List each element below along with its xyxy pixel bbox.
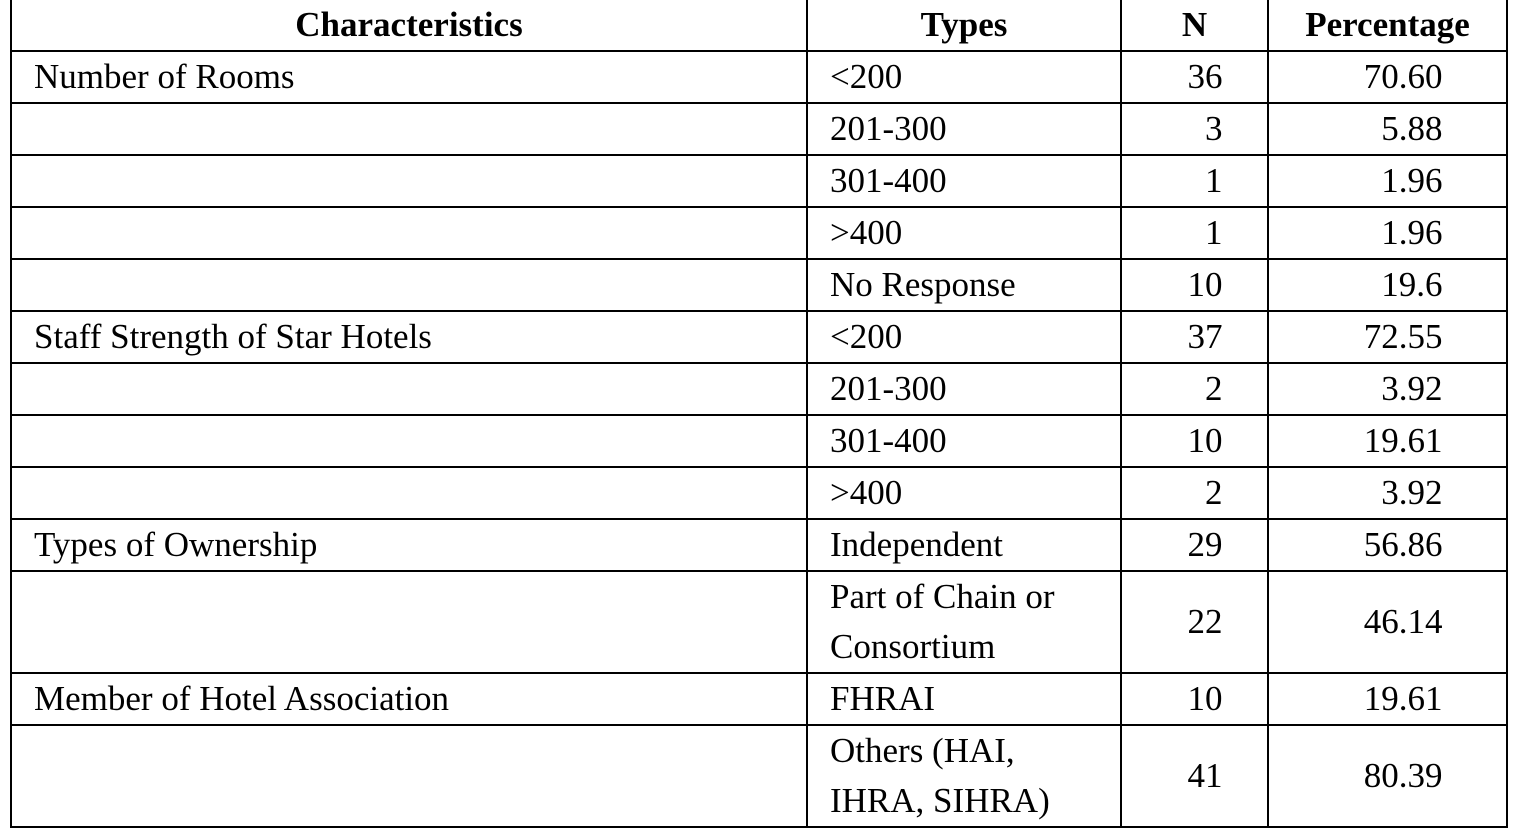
percentage-value: 72.55 <box>1363 317 1443 356</box>
table-row <box>11 155 1507 207</box>
type-cell <box>807 725 1121 827</box>
n-value: 2 <box>1205 369 1223 408</box>
n-cell <box>1121 259 1268 311</box>
n-cell <box>1121 725 1268 827</box>
type-cell: >400 <box>807 207 1121 259</box>
table-row <box>11 415 1507 467</box>
percentage-value: 3.92 <box>1381 369 1443 408</box>
table-row <box>11 519 1507 571</box>
characteristic-cell: Member of Hotel Association <box>11 673 807 725</box>
header-characteristics: Characteristics <box>11 0 807 51</box>
header-types: Types <box>807 0 1121 51</box>
characteristic-cell: Staff Strength of Star Hotels <box>11 311 807 363</box>
n-cell <box>1121 673 1268 725</box>
characteristic-cell <box>11 725 807 827</box>
type-cell: 301-400 <box>807 415 1121 467</box>
type-cell: 201-300 <box>807 103 1121 155</box>
table-row <box>11 363 1507 415</box>
percentage-value: 1.96 <box>1381 213 1443 252</box>
characteristic-cell <box>11 363 807 415</box>
type-cell: Independent <box>807 519 1121 571</box>
percentage-cell <box>1268 467 1507 519</box>
n-cell <box>1121 103 1268 155</box>
n-cell <box>1121 519 1268 571</box>
n-value: 36 <box>1187 57 1223 96</box>
n-cell <box>1121 51 1268 103</box>
n-cell <box>1121 155 1268 207</box>
characteristic-cell <box>11 207 807 259</box>
n-value: 1 <box>1205 213 1223 252</box>
percentage-value: 70.60 <box>1363 57 1443 96</box>
table-row <box>11 103 1507 155</box>
table-header-row <box>11 0 1507 51</box>
n-value: 41 <box>1187 756 1223 795</box>
n-value: 10 <box>1187 421 1223 460</box>
percentage-cell <box>1268 51 1507 103</box>
characteristic-cell <box>11 155 807 207</box>
table-row <box>11 259 1507 311</box>
characteristic-cell <box>11 259 807 311</box>
percentage-value: 19.61 <box>1363 421 1443 460</box>
type-line: IHRA, SIHRA) <box>830 781 1050 820</box>
n-value: 22 <box>1187 602 1223 641</box>
table-row <box>11 571 1507 673</box>
n-value: 29 <box>1187 525 1223 564</box>
table-row <box>11 311 1507 363</box>
n-cell <box>1121 415 1268 467</box>
n-value: 37 <box>1187 317 1223 356</box>
percentage-value: 1.96 <box>1381 161 1443 200</box>
type-cell: FHRAI <box>807 673 1121 725</box>
table-row <box>11 467 1507 519</box>
percentage-cell <box>1268 311 1507 363</box>
percentage-cell <box>1268 725 1507 827</box>
header-percentage: Percentage <box>1268 0 1507 51</box>
percentage-cell <box>1268 519 1507 571</box>
n-cell <box>1121 571 1268 673</box>
percentage-value: 19.61 <box>1363 679 1443 718</box>
percentage-value: 80.39 <box>1363 756 1443 795</box>
type-cell: <200 <box>807 311 1121 363</box>
characteristic-cell <box>11 467 807 519</box>
n-value: 2 <box>1205 473 1223 512</box>
percentage-cell <box>1268 571 1507 673</box>
table-row <box>11 673 1507 725</box>
percentage-cell <box>1268 259 1507 311</box>
characteristic-cell: Number of Rooms <box>11 51 807 103</box>
n-cell <box>1121 467 1268 519</box>
type-cell: <200 <box>807 51 1121 103</box>
type-line: Consortium <box>830 627 996 666</box>
percentage-cell <box>1268 207 1507 259</box>
percentage-value: 19.6 <box>1381 265 1443 304</box>
type-cell: >400 <box>807 467 1121 519</box>
characteristic-cell <box>11 103 807 155</box>
type-line: Others (HAI, <box>830 731 1015 770</box>
table-row <box>11 725 1507 827</box>
percentage-value: 56.86 <box>1363 525 1443 564</box>
table-row <box>11 207 1507 259</box>
n-cell <box>1121 311 1268 363</box>
n-value: 3 <box>1205 109 1223 148</box>
type-cell <box>807 571 1121 673</box>
percentage-cell <box>1268 155 1507 207</box>
n-cell <box>1121 207 1268 259</box>
percentage-cell <box>1268 103 1507 155</box>
table-row <box>11 51 1507 103</box>
hotel-characteristics-table <box>10 0 1508 828</box>
characteristic-cell <box>11 571 807 673</box>
characteristic-cell <box>11 415 807 467</box>
characteristic-cell: Types of Ownership <box>11 519 807 571</box>
percentage-value: 3.92 <box>1381 473 1443 512</box>
n-cell <box>1121 363 1268 415</box>
header-n: N <box>1121 0 1268 51</box>
n-value: 10 <box>1187 679 1223 718</box>
n-value: 1 <box>1205 161 1223 200</box>
percentage-cell <box>1268 415 1507 467</box>
type-cell: 201-300 <box>807 363 1121 415</box>
percentage-value: 5.88 <box>1381 109 1443 148</box>
percentage-cell <box>1268 363 1507 415</box>
type-cell: 301-400 <box>807 155 1121 207</box>
type-line: Part of Chain or <box>830 577 1055 616</box>
n-value: 10 <box>1187 265 1223 304</box>
type-cell: No Response <box>807 259 1121 311</box>
percentage-value: 46.14 <box>1363 602 1443 641</box>
percentage-cell <box>1268 673 1507 725</box>
